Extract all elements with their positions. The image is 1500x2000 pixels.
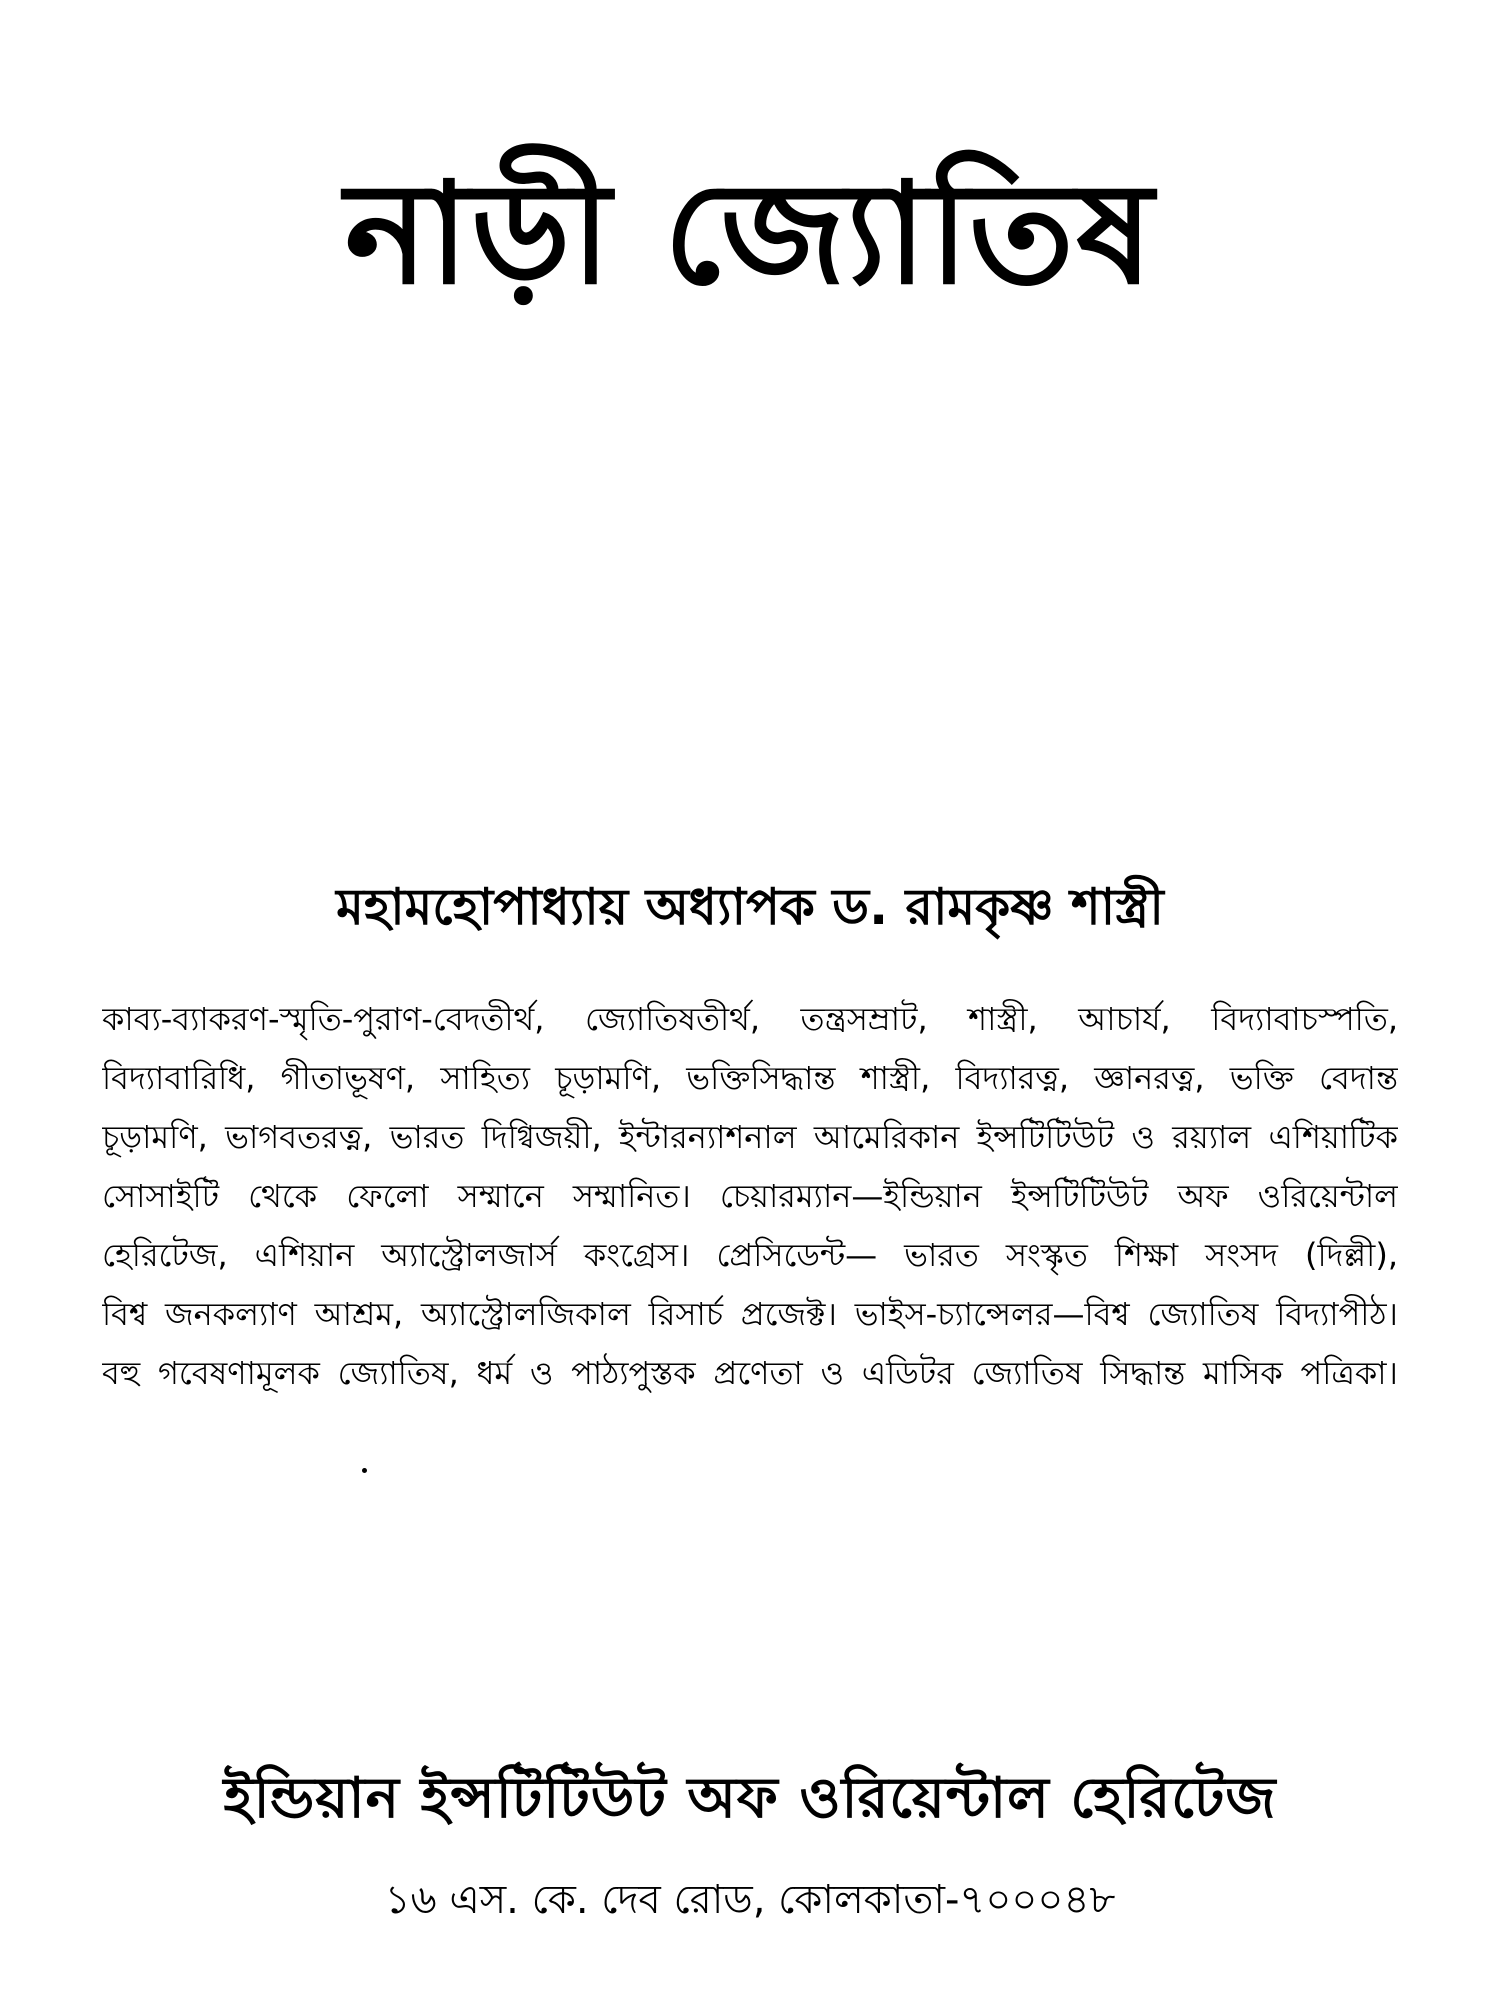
credentials-line: বিদ্যাবারিধি, গীতাভূষণ, সাহিত্য চূড়ামণি, ভক্তিসিদ্ধান্ত শাস্ত্রী, বিদ্যারত্ন, জ্ঞানরত্ন, ভক্তি বেদান্ত (102, 1059, 1398, 1097)
author-credentials (102, 990, 1398, 1403)
credentials-line: চূড়ামণি, ভাগবতরত্ন, ভারত দিগ্বিজয়ী, ইন্টারন্যাশনাল আমেরিকান ইন্সটিটিউট ও রয়্যাল এশিয়াটিক (102, 1118, 1398, 1156)
credentials-line: সোসাইটি থেকে ফেলো সম্মানে সম্মানিত। চেয়ারম্যান—ইন্ডিয়ান ইন্সটিটিউট অফ ওরিয়েন্টাল (102, 1177, 1398, 1215)
credentials-line: হেরিটেজ, এশিয়ান অ্যাস্ট্রোলজার্স কংগ্রেস। প্রেসিডেন্ট— ভারত সংস্কৃত শিক্ষা সংসদ (দিল্লী), (102, 1236, 1398, 1274)
publisher-name: ইন্ডিয়ান ইন্সটিটিউট অফ ওরিয়েন্টাল হেরিটেজ (223, 1766, 1277, 1831)
print-speck (362, 1468, 367, 1473)
credentials-line: কাব্য-ব্যাকরণ-স্মৃতি-পুরাণ-বেদতীর্থ, জ্যোতিষতীর্থ, তন্ত্রসম্রাট, শাস্ত্রী, আচার্য, বিদ্যাবাচস্পতি, (102, 1000, 1398, 1038)
credentials-line: বিশ্ব জনকল্যাণ আশ্রম, অ্যাস্ট্রোলজিকাল রিসার্চ প্রজেক্ট। ভাইস-চ্যান্সেলর—বিশ্ব জ্যোতিষ বিদ্যাপীঠ। (102, 1295, 1398, 1333)
book-title: নাড়ী জ্যোতিষ (344, 153, 1156, 316)
credentials-line: বহু গবেষণামূলক জ্যোতিষ, ধর্ম ও পাঠ্যপুস্তক প্রণেতা ও এডিটর জ্যোতিষ সিদ্ধান্ত মাসিক পত্রিকা। (102, 1354, 1398, 1392)
publisher-address: ১৬ এস. কে. দেব রোড, কোলকাতা-৭০০০৪৮ (384, 1877, 1116, 1923)
author-name: মহামহোপাধ্যায় অধ্যাপক ড. রামকৃষ্ণ শাস্ত্রী (336, 878, 1164, 936)
